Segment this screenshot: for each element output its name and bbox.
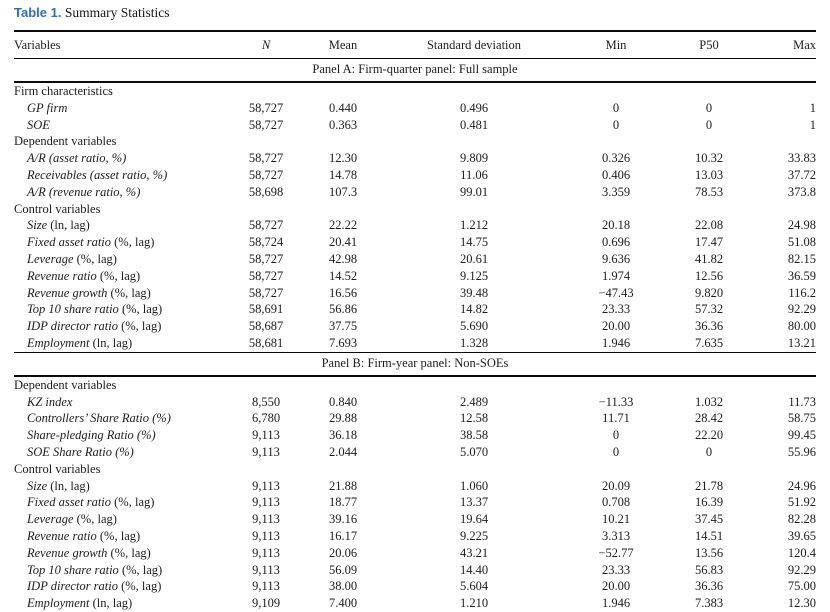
variable-units: (%, lag) (121, 562, 163, 577)
value-cell-mean: 107.3 (328, 184, 358, 199)
variable-name: Share-pledging Ratio (%) (27, 428, 156, 443)
value-cell-p50: 57.32 (694, 302, 724, 317)
value-cell-min: 20.09 (601, 478, 631, 493)
value-cell-p50: 0 (705, 444, 713, 459)
value-cell-min: 1.946 (601, 335, 631, 350)
value-cell-n: 9,113 (252, 562, 280, 577)
section-label: Dependent variables (14, 377, 117, 392)
table-row (14, 410, 816, 427)
value-cell-n: 9,113 (252, 444, 280, 459)
value-cell-max: 37.72 (787, 167, 816, 182)
table-row (14, 217, 816, 234)
value-cell-n: 58,727 (248, 268, 284, 283)
column-header-mean: Mean (328, 38, 358, 52)
value-cell-sd: 19.64 (459, 512, 489, 527)
value-cell-p50: 10.32 (694, 151, 724, 166)
value-cell-max: 24.96 (787, 478, 816, 493)
variable-label (14, 562, 230, 579)
variable-name: Fixed asset ratio (27, 235, 112, 250)
value-cell-min: 0.708 (601, 495, 631, 510)
variable-name: A/R (asset ratio, %) (27, 151, 127, 166)
value-cell-min: 0.326 (601, 151, 631, 166)
table-row (14, 511, 816, 528)
value-cell-n: 9,113 (252, 428, 280, 443)
variable-label (14, 301, 230, 318)
value-cell-p50: 28.42 (694, 411, 724, 426)
variable-label (14, 335, 230, 352)
variable-name: Size (27, 478, 48, 493)
variable-units: (%, lag) (110, 545, 151, 560)
value-cell-max: 51.08 (787, 235, 816, 250)
variable-label (14, 100, 230, 117)
value-cell-max: 51.92 (787, 495, 816, 510)
value-cell-p50: 14.51 (694, 528, 724, 543)
value-cell-max: 36.59 (787, 268, 816, 283)
value-cell-mean: 38.00 (328, 579, 358, 594)
variable-name: A/R (revenue ratio, %) (27, 184, 141, 199)
value-cell-p50: 12.56 (694, 268, 724, 283)
summary-statistics-table (14, 30, 816, 612)
variable-label (14, 478, 230, 495)
value-cell-sd: 9.225 (459, 528, 489, 543)
value-cell-min: 10.21 (601, 512, 631, 527)
value-cell-n: 58,727 (248, 285, 284, 300)
value-cell-n: 9,113 (252, 545, 280, 560)
variable-units: (ln, lag) (92, 335, 133, 350)
value-cell-p50: 22.20 (694, 428, 724, 443)
value-cell-p50: 37.45 (694, 512, 724, 527)
value-cell-max: 80.00 (787, 319, 816, 334)
value-cell-n: 58,727 (248, 218, 284, 233)
value-cell-n: 58,727 (248, 251, 284, 266)
value-cell-p50: 21.78 (694, 478, 724, 493)
variable-name: Leverage (27, 251, 74, 266)
variable-name: Employment (27, 335, 90, 350)
table-row (14, 478, 816, 495)
value-cell-max: 92.29 (787, 562, 816, 577)
value-cell-p50: 41.82 (694, 251, 724, 266)
table-row (14, 578, 816, 595)
variable-name: IDP director ratio (27, 319, 118, 334)
value-cell-mean: 16.56 (328, 285, 358, 300)
value-cell-max: 1 (809, 100, 816, 115)
value-cell-p50: 13.56 (694, 545, 724, 560)
value-cell-sd: 43.21 (459, 545, 489, 560)
value-cell-max: 1 (809, 117, 816, 132)
variable-units: (%, lag) (121, 319, 162, 334)
table-row (14, 301, 816, 318)
variable-units: (%, lag) (99, 528, 141, 543)
value-cell-n: 9,113 (252, 579, 280, 594)
variable-name: SOE Share Ratio (%) (27, 444, 134, 459)
variable-label (14, 117, 230, 134)
column-header-standard-deviation: Standard deviation (426, 38, 522, 52)
value-cell-mean: 2.044 (328, 444, 358, 459)
value-cell-min: −11.33 (598, 394, 634, 409)
value-cell-p50: 17.47 (694, 235, 724, 250)
variable-label (14, 318, 230, 335)
variable-label (14, 511, 230, 528)
value-cell-min: 3.359 (601, 184, 631, 199)
value-cell-n: 9,113 (252, 512, 280, 527)
value-cell-max: 82.28 (787, 512, 816, 527)
variable-label (14, 444, 230, 461)
value-cell-sd: 2.489 (459, 394, 489, 409)
variable-label (14, 494, 230, 511)
variable-name: SOE (27, 117, 50, 132)
table-row (14, 318, 816, 335)
value-cell-mean: 12.30 (328, 151, 358, 166)
table-row (14, 427, 816, 444)
variable-label (14, 285, 230, 302)
value-cell-p50: 9.820 (694, 285, 724, 300)
value-cell-sd: 11.06 (460, 167, 488, 182)
value-cell-mean: 39.16 (328, 512, 358, 527)
value-cell-sd: 5.690 (459, 319, 489, 334)
table-header-row (14, 30, 816, 58)
variable-label (14, 150, 230, 167)
value-cell-max: 92.29 (787, 302, 816, 317)
table-row (14, 285, 816, 302)
value-cell-mean: 22.22 (328, 218, 358, 233)
value-cell-n: 58,727 (248, 151, 284, 166)
section-row (14, 83, 816, 100)
table-row (14, 595, 816, 612)
value-cell-max: 13.21 (787, 335, 816, 350)
value-cell-sd: 99.01 (459, 184, 489, 199)
variable-label (14, 595, 230, 612)
value-cell-mean: 42.98 (328, 251, 358, 266)
value-cell-min: 0 (612, 444, 620, 459)
value-cell-max: 120.4 (787, 545, 816, 560)
value-cell-mean: 20.41 (328, 235, 358, 250)
value-cell-p50: 13.03 (694, 167, 724, 182)
variable-name: Leverage (27, 512, 74, 527)
variable-name: KZ index (27, 394, 73, 409)
value-cell-max: 82.15 (787, 251, 816, 266)
value-cell-min: 0 (612, 428, 620, 443)
value-cell-min: 20.00 (601, 579, 631, 594)
value-cell-mean: 0.440 (328, 100, 358, 115)
table-row (14, 335, 816, 352)
variable-name: Revenue growth (27, 285, 108, 300)
variable-label (14, 251, 230, 268)
value-cell-sd: 20.61 (459, 251, 489, 266)
value-cell-n: 8,550 (251, 394, 281, 409)
value-cell-max: 55.96 (787, 444, 816, 459)
table-body (14, 58, 816, 612)
column-header-max: Max (793, 38, 816, 52)
variable-units: (%, lag) (114, 235, 155, 250)
value-cell-min: 9.636 (601, 251, 631, 266)
table-row (14, 251, 816, 268)
value-cell-p50: 36.36 (694, 319, 724, 334)
value-cell-n: 6,780 (251, 411, 281, 426)
table-row (14, 562, 816, 579)
section-row (14, 133, 816, 150)
table-row (14, 394, 816, 411)
table-row (14, 184, 816, 201)
variable-label (14, 234, 230, 251)
value-cell-sd: 39.48 (459, 285, 489, 300)
value-cell-n: 58,691 (248, 302, 284, 317)
value-cell-mean: 36.18 (328, 428, 358, 443)
value-cell-p50: 0 (705, 100, 713, 115)
value-cell-max: 33.83 (787, 151, 816, 166)
value-cell-min: −52.77 (598, 545, 634, 560)
variable-label (14, 217, 230, 234)
table-caption-label: Table 1. (14, 5, 62, 20)
table-row (14, 528, 816, 545)
value-cell-sd: 14.82 (459, 302, 489, 317)
value-cell-p50: 36.36 (694, 579, 724, 594)
variable-label (14, 410, 230, 427)
value-cell-sd: 14.75 (459, 235, 489, 250)
value-cell-p50: 56.83 (694, 562, 724, 577)
value-cell-max: 11.73 (788, 394, 816, 409)
value-cell-mean: 56.86 (328, 302, 358, 317)
variable-label (14, 268, 230, 285)
value-cell-mean: 18.77 (328, 495, 358, 510)
value-cell-n: 58,698 (248, 184, 284, 199)
variable-units: (%, lag) (121, 302, 163, 317)
value-cell-max: 12.30 (787, 596, 816, 611)
column-header-min: Min (605, 38, 627, 52)
value-cell-p50: 78.53 (694, 184, 724, 199)
value-cell-mean: 37.75 (328, 319, 358, 334)
value-cell-sd: 9.809 (459, 151, 489, 166)
variable-name: Revenue growth (27, 545, 108, 560)
value-cell-p50: 16.39 (694, 495, 724, 510)
variable-label (14, 427, 230, 444)
value-cell-n: 58,687 (248, 319, 284, 334)
variable-label (14, 545, 230, 562)
value-cell-min: 20.00 (601, 319, 631, 334)
panel-header: Panel B: Firm-year panel: Non-SOEs (14, 352, 816, 377)
value-cell-n: 9,113 (252, 528, 280, 543)
value-cell-mean: 21.88 (328, 478, 358, 493)
value-cell-sd: 13.37 (459, 495, 489, 510)
value-cell-mean: 0.363 (328, 117, 358, 132)
value-cell-sd: 0.481 (459, 117, 489, 132)
value-cell-mean: 29.88 (328, 411, 358, 426)
column-header-n: N (261, 38, 271, 52)
section-label: Dependent variables (14, 134, 117, 149)
column-header-variables: Variables (14, 38, 61, 52)
section-row (14, 461, 816, 478)
variable-name: IDP director ratio (27, 579, 118, 594)
variable-name: Employment (27, 596, 90, 611)
value-cell-min: 20.18 (601, 218, 631, 233)
variable-name: GP firm (27, 100, 68, 115)
value-cell-min: 23.33 (601, 302, 631, 317)
table-row (14, 167, 816, 184)
section-label: Control variables (14, 201, 101, 216)
variable-name: Receivables (asset ratio, %) (27, 167, 168, 182)
value-cell-sd: 1.060 (459, 478, 489, 493)
value-cell-mean: 56.09 (328, 562, 358, 577)
variable-units: (ln, lag) (50, 478, 90, 493)
variable-name: Revenue ratio (27, 528, 97, 543)
value-cell-p50: 1.032 (694, 394, 724, 409)
section-label: Control variables (14, 461, 101, 476)
variable-label (14, 578, 230, 595)
value-cell-mean: 20.06 (328, 545, 358, 560)
value-cell-mean: 7.693 (328, 335, 358, 350)
value-cell-p50: 7.635 (694, 335, 724, 350)
value-cell-max: 373.8 (787, 184, 816, 199)
value-cell-sd: 0.496 (459, 100, 489, 115)
variable-label (14, 167, 230, 184)
table-row (14, 117, 816, 134)
value-cell-n: 9,113 (252, 478, 280, 493)
value-cell-mean: 0.840 (328, 394, 358, 409)
table-caption-text: Summary Statistics (64, 5, 170, 20)
value-cell-min: 0.696 (601, 235, 631, 250)
variable-units: (%, lag) (110, 285, 151, 300)
value-cell-min: 0 (612, 117, 620, 132)
variable-units: (%, lag) (121, 579, 162, 594)
variable-units: (%, lag) (76, 251, 117, 266)
value-cell-mean: 14.52 (328, 268, 358, 283)
variable-label (14, 394, 230, 411)
variable-units: (%, lag) (99, 268, 141, 283)
value-cell-n: 58,727 (248, 167, 284, 182)
value-cell-n: 9,113 (252, 495, 280, 510)
table-row (14, 100, 816, 117)
section-row (14, 201, 816, 218)
value-cell-sd: 1.210 (459, 596, 489, 611)
value-cell-n: 9,109 (251, 596, 281, 611)
variable-name: Revenue ratio (27, 268, 97, 283)
variable-name: Top 10 share ratio (27, 562, 119, 577)
value-cell-sd: 9.125 (459, 268, 489, 283)
value-cell-n: 58,724 (248, 235, 284, 250)
section-label: Firm characteristics (14, 84, 113, 98)
variable-name: Controllers’ Share Ratio (%) (27, 411, 171, 426)
variable-units: (%, lag) (114, 495, 155, 510)
variable-label (14, 528, 230, 545)
value-cell-min: 0.406 (601, 167, 631, 182)
value-cell-mean: 16.17 (328, 528, 358, 543)
value-cell-max: 116.2 (788, 285, 816, 300)
value-cell-max: 39.65 (787, 528, 816, 543)
table-row (14, 444, 816, 461)
table-row (14, 494, 816, 511)
value-cell-max: 99.45 (787, 428, 816, 443)
value-cell-min: 1.946 (601, 596, 631, 611)
value-cell-min: 3.313 (601, 528, 631, 543)
table-row (14, 234, 816, 251)
value-cell-sd: 5.070 (459, 444, 489, 459)
value-cell-p50: 22.08 (694, 218, 724, 233)
value-cell-n: 58,727 (248, 100, 284, 115)
table-caption (14, 4, 816, 21)
table-row (14, 150, 816, 167)
value-cell-p50: 7.383 (694, 596, 724, 611)
value-cell-min: 1.974 (601, 268, 631, 283)
value-cell-n: 58,727 (248, 117, 284, 132)
table-row (14, 545, 816, 562)
variable-name: Fixed asset ratio (27, 495, 112, 510)
value-cell-max: 75.00 (787, 579, 816, 594)
value-cell-sd: 14.40 (459, 562, 489, 577)
value-cell-max: 58.75 (787, 411, 816, 426)
column-header-p50: P50 (699, 38, 719, 52)
variable-label (14, 184, 230, 201)
value-cell-sd: 12.58 (459, 411, 489, 426)
value-cell-n: 58,681 (248, 335, 284, 350)
variable-name: Size (27, 218, 48, 233)
value-cell-p50: 0 (705, 117, 713, 132)
value-cell-mean: 14.78 (328, 167, 358, 182)
variable-name: Top 10 share ratio (27, 302, 119, 317)
value-cell-min: −47.43 (598, 285, 634, 300)
variable-units: (ln, lag) (50, 218, 90, 233)
value-cell-min: 23.33 (601, 562, 631, 577)
value-cell-min: 11.71 (602, 411, 630, 426)
value-cell-sd: 1.328 (459, 335, 489, 350)
table-row (14, 268, 816, 285)
value-cell-mean: 7.400 (328, 596, 358, 611)
value-cell-min: 0 (612, 100, 620, 115)
variable-units: (ln, lag) (92, 596, 133, 611)
value-cell-sd: 38.58 (459, 428, 489, 443)
value-cell-sd: 1.212 (459, 218, 489, 233)
section-row (14, 377, 816, 394)
panel-header: Panel A: Firm-quarter panel: Full sample (14, 58, 816, 83)
value-cell-max: 24.98 (787, 218, 816, 233)
value-cell-sd: 5.604 (459, 579, 489, 594)
variable-units: (%, lag) (76, 512, 117, 527)
